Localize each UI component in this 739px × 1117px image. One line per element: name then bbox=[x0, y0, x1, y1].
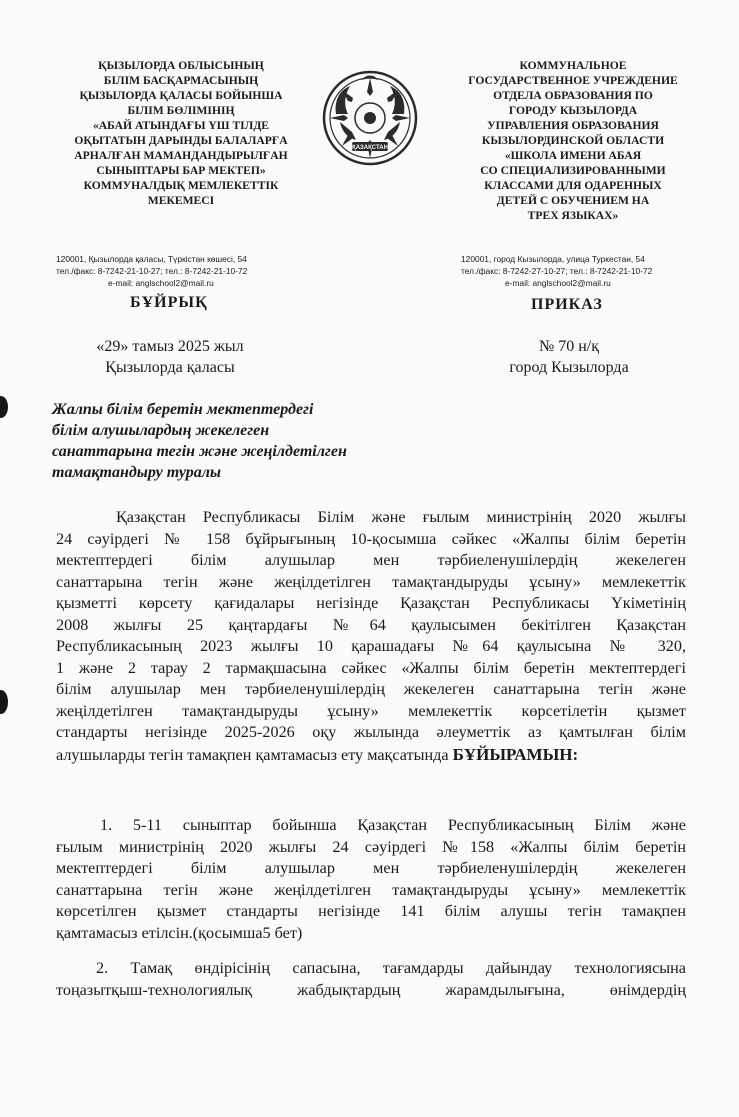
address-ru-email: e-mail: anglschool2@mail.ru bbox=[505, 278, 611, 288]
number-block bbox=[474, 336, 664, 378]
preamble-line: алушыларды тегін тамақпен қамтамасыз ету мақсатында bbox=[56, 745, 449, 764]
order-word: БҰЙЫРАМЫН: bbox=[452, 744, 579, 764]
preamble-line: Республикасының 2023 жылғы 10 қарашадағы №64 қаулысына № 320, bbox=[56, 637, 686, 655]
header-kz-line: БІЛІМ БАСҚАРМАСЫНЫҢ bbox=[103, 74, 259, 87]
header-ru-line: ГОРОДУ КЫЗЫЛОРДА bbox=[508, 104, 638, 117]
address-kz-line1: 120001, Қызылорда қаласы, Түркістан көшесі, 54 bbox=[56, 254, 247, 264]
preamble-line: қызметті көрсету қағидалары негізінде Қазақстан Республикасы Үкіметінің bbox=[56, 594, 686, 612]
order-subject bbox=[52, 399, 347, 483]
emblem-icon bbox=[322, 70, 418, 166]
item-1-line: мектептердегі білім алушылар мен тәрбиеленушілердің жекелеген bbox=[56, 859, 686, 877]
emblem-ribbon-text: ҚАЗАҚСТАН bbox=[352, 145, 388, 151]
city-russian: город Кызылорда bbox=[509, 359, 629, 376]
address-ru-line1: 120001, город Кызылорда, улица Туркестан, 54 bbox=[461, 254, 645, 264]
header-ru-line: КЫЗЫЛОРДИНСКОЙ ОБЛАСТИ bbox=[481, 134, 665, 147]
binder-hole-mark bbox=[0, 396, 8, 418]
item-1-line: ғылым министрінің 2020 жылғы 24 сәуірдегі №158 «Жалпы білім беретін bbox=[56, 837, 686, 856]
binder-hole-mark bbox=[0, 690, 8, 714]
preamble-line: Қазақстан Республикасы Білім және ғылым министрінің 2020 жылғы bbox=[116, 508, 686, 526]
city-kazakh: Қызылорда қаласы bbox=[105, 359, 235, 376]
header-ru-line: ГОСУДАРСТВЕННОЕ УЧРЕЖДЕНИЕ bbox=[468, 74, 678, 87]
header-ru-line: ОТДЕЛА ОБРАЗОВАНИЯ ПО bbox=[493, 89, 653, 102]
subject-line: тамақтандыру туралы bbox=[52, 464, 222, 481]
preamble-line: санаттарына тегін және жеңілдетілген тамақтандыруды ұсыну» мемлекеттік bbox=[56, 572, 686, 591]
header-kz-line: ҚЫЗЫЛОРДА ҚАЛАСЫ БОЙЫНША bbox=[79, 89, 283, 102]
header-kz-line: АРНАЛҒАН МАМАНДАНДЫРЫЛҒАН bbox=[74, 149, 288, 162]
order-date: «29» тамыз 2025 жыл bbox=[96, 338, 244, 355]
item-2-line: тоңазытқыш-технологиялық жабдықтардың жарамдылығына, өнімдердің bbox=[56, 980, 686, 999]
date-block bbox=[70, 336, 270, 378]
header-russian bbox=[440, 58, 706, 223]
header-ru-line: ТРЕХ ЯЗЫКАХ» bbox=[527, 209, 619, 222]
preamble-line: 1 және 2 тарау 2 тармақшасына сәйкес «Жалпы білім беретін мектептердегі bbox=[56, 658, 686, 677]
address-kz-email: e-mail: anglschool2@mail.ru bbox=[108, 278, 214, 288]
header-kz-line: ОҚЫТАТЫН ДАРЫНДЫ БАЛАЛАРҒА bbox=[74, 134, 288, 147]
header-kz-line: ҚЫЗЫЛОРДА ОБЛЫСЫНЫҢ bbox=[98, 59, 264, 72]
subject-line: Жалпы білім беретін мектептердегі bbox=[52, 401, 314, 418]
address-kz-line2: тел./факс: 8-7242-21-10-27; тел.: 8-7242-21-10-72 bbox=[56, 266, 248, 276]
preamble-line: 2008 жылғы 25 қаңтардағы №64 қаулысымен бекітілген Қазақстан bbox=[56, 615, 686, 634]
preamble-paragraph bbox=[56, 507, 686, 766]
address-russian bbox=[461, 253, 652, 289]
address-ru-line2: тел./факс: 8-7242-27-10-27; тел.: 8-7242-21-10-72 bbox=[461, 266, 653, 276]
preamble-line: 24 сәуірдегі № 158 бұйрығының 10-қосымша сәйкес «Жалпы білім беретін bbox=[56, 529, 686, 548]
item-1-line: 1. 5-11 сыныптар бойынша Қазақстан Республикасының Білім және bbox=[100, 816, 686, 834]
state-emblem bbox=[322, 70, 418, 166]
doc-type-kazakh: БҰЙРЫҚ bbox=[130, 294, 208, 311]
header-kz-line: МЕКЕМЕСІ bbox=[147, 194, 215, 207]
doc-type-russian: ПРИКАЗ bbox=[531, 296, 603, 313]
header-ru-line: «ШКОЛА ИМЕНИ АБАЯ bbox=[504, 149, 642, 162]
header-kz-line: БІЛІМ БӨЛІМІНІҢ bbox=[127, 104, 235, 117]
header-ru-line: СО СПЕЦИАЛИЗИРОВАННЫМИ bbox=[480, 164, 666, 177]
preamble-last-line bbox=[56, 744, 686, 767]
preamble-line: білім алушылар мен тәрбиеленушілердің жекелеген санаттарына тегін және bbox=[56, 680, 686, 698]
item-2-paragraph bbox=[56, 958, 686, 1001]
header-ru-line: ДЕТЕЙ С ОБУЧЕНИЕМ НА bbox=[496, 194, 650, 207]
header-kz-line: «АБАЙ АТЫНДАҒЫ ҮШ ТІЛДЕ bbox=[92, 119, 270, 132]
preamble-line: стандарты негізінде 2025-2026 оқу жылында әлеуметтік аз қамтылған білім bbox=[56, 723, 686, 741]
header-ru-line: КОММУНАЛЬНОЕ bbox=[519, 59, 627, 72]
subject-line: санаттарына тегін және жеңілдетілген bbox=[52, 443, 347, 460]
item-1-line: санаттарына тегін және жеңілдетілген тамақтандыруды ұсыну» мемлекеттік bbox=[56, 880, 686, 899]
header-ru-line: УПРАВЛЕНИЯ ОБРАЗОВАНИЯ bbox=[487, 119, 659, 132]
header-kz-line: СЫНЫПТАРЫ БАР МЕКТЕП» bbox=[96, 164, 266, 177]
item-1-line: көрсетілген қызмет стандарты негізінде 141 білім алушы тегін тамақпен bbox=[56, 902, 686, 920]
header-ru-line: КЛАССАМИ ДЛЯ ОДАРЕННЫХ bbox=[484, 179, 662, 192]
header-kazakh bbox=[58, 58, 304, 208]
subject-line: білім алушылардың жекелеген bbox=[52, 422, 270, 439]
order-number: № 70 н/қ bbox=[538, 338, 600, 355]
preamble-line: жеңілдетілген тамақтандыруды ұсыну» мемлекеттік көрсетілетін қызмет bbox=[56, 701, 686, 720]
address-kazakh bbox=[56, 253, 247, 289]
preamble-line: мектептердегі білім алушылар мен тәрбиеленушілердің жекелеген bbox=[56, 551, 686, 569]
item-2-line: 2. Тамақ өндірісінің сапасына, тағамдарды дайындау технологиясына bbox=[96, 959, 686, 977]
item-1-line: қамтамасыз етілсін.(қосымша5 бет) bbox=[56, 923, 303, 942]
item-1-paragraph bbox=[56, 815, 686, 944]
header-kz-line: КОММУНАЛДЫҚ МЕМЛЕКЕТТІК bbox=[83, 179, 279, 192]
